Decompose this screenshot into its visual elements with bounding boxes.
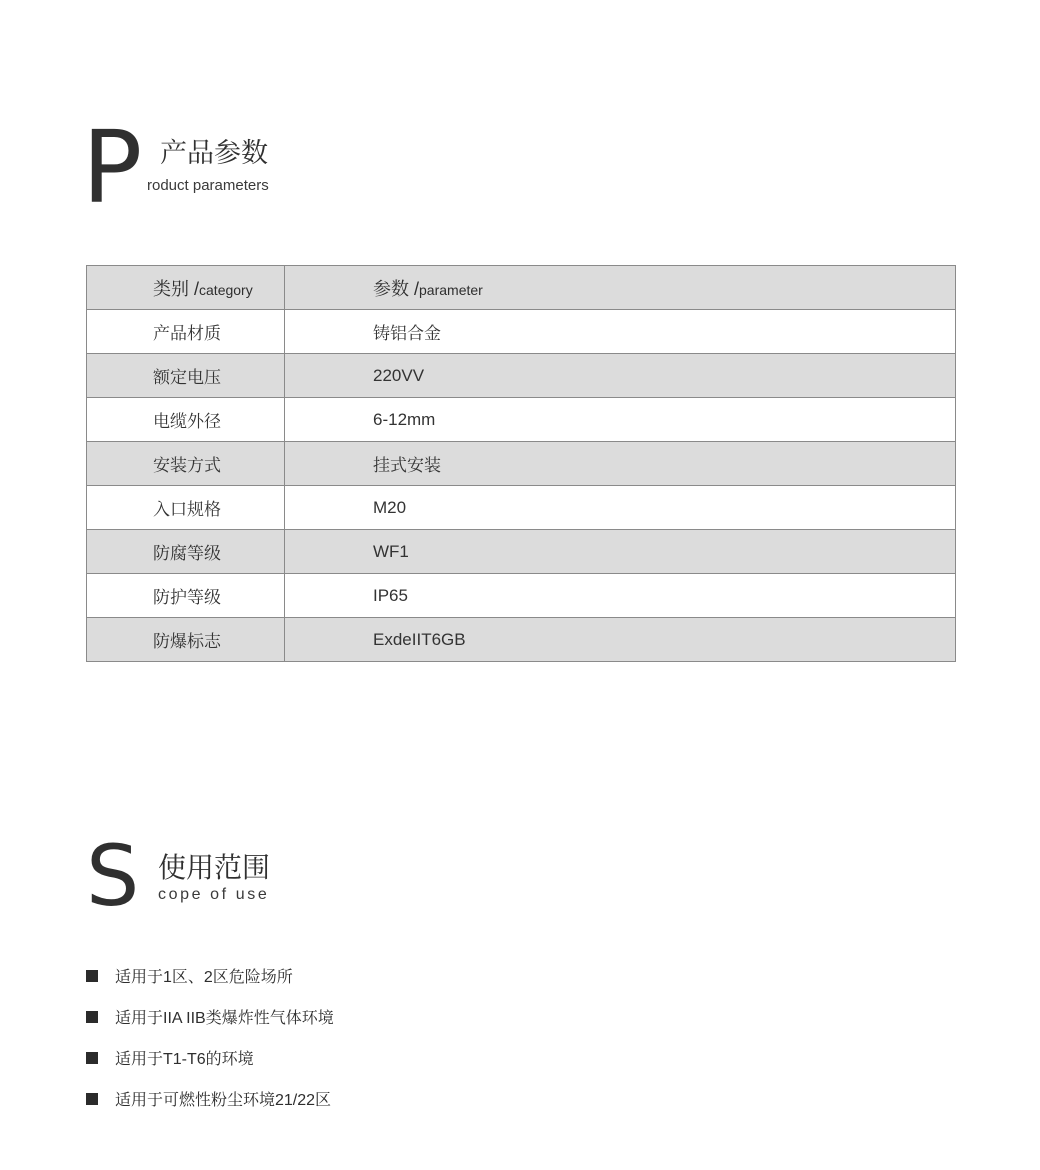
heading-title-en: roduct parameters xyxy=(147,177,269,194)
table-row xyxy=(87,398,956,442)
heading-title-cn: 产品参数 xyxy=(160,138,268,169)
table-row xyxy=(87,574,956,618)
table-header-row xyxy=(87,266,956,310)
row-value: 挂式安装 xyxy=(285,442,956,486)
table-row xyxy=(87,486,956,530)
row-value: 铸铝合金 xyxy=(285,310,956,354)
parameter-header-cn: 参数 / xyxy=(373,278,420,299)
row-label: 额定电压 xyxy=(87,354,285,398)
table-row xyxy=(87,354,956,398)
row-value: IP65 xyxy=(285,574,956,618)
heading-letter-p: P xyxy=(82,109,143,226)
list-item xyxy=(86,955,334,996)
square-bullet-icon xyxy=(86,1093,98,1105)
list-item xyxy=(86,1037,334,1078)
row-label: 电缆外径 xyxy=(87,398,285,442)
list-item-text: 适用于T1-T6的环境 xyxy=(115,1051,254,1068)
table-row xyxy=(87,442,956,486)
table-row xyxy=(87,310,956,354)
row-value: ExdeIIT6GB xyxy=(285,618,956,662)
category-header-en: category xyxy=(199,281,253,298)
list-item-text: 适用于IIA IIB类爆炸性气体环境 xyxy=(115,1010,334,1027)
category-header-cn: 类别 / xyxy=(153,278,200,299)
heading-letter-s: S xyxy=(86,827,140,925)
table-row xyxy=(87,530,956,574)
row-label: 防腐等级 xyxy=(87,530,285,574)
product-parameters-heading xyxy=(82,109,346,226)
row-label: 入口规格 xyxy=(87,486,285,530)
heading-title-en: cope of use xyxy=(158,886,270,903)
row-value: WF1 xyxy=(285,530,956,574)
row-label: 产品材质 xyxy=(87,310,285,354)
square-bullet-icon xyxy=(86,1052,98,1064)
list-item-text: 适用于可燃性粉尘环境21/22区 xyxy=(115,1092,332,1109)
square-bullet-icon xyxy=(86,1011,98,1023)
column-header-parameter xyxy=(285,266,956,310)
square-bullet-icon xyxy=(86,970,98,982)
row-label: 防爆标志 xyxy=(87,618,285,662)
list-item xyxy=(86,1078,334,1119)
scope-of-use-heading xyxy=(86,827,346,925)
scope-list xyxy=(86,955,334,1119)
list-item-text: 适用于1区、2区危险场所 xyxy=(115,969,293,986)
row-value: 6-12mm xyxy=(285,398,956,442)
row-label: 安装方式 xyxy=(87,442,285,486)
list-item xyxy=(86,996,334,1037)
row-label: 防护等级 xyxy=(87,574,285,618)
row-value: 220VV xyxy=(285,354,956,398)
row-value: M20 xyxy=(285,486,956,530)
parameter-header-en: parameter xyxy=(419,281,483,298)
parameters-table xyxy=(86,265,956,662)
heading-title-cn: 使用范围 xyxy=(158,851,271,884)
column-header-category xyxy=(87,266,285,310)
table-row xyxy=(87,618,956,662)
